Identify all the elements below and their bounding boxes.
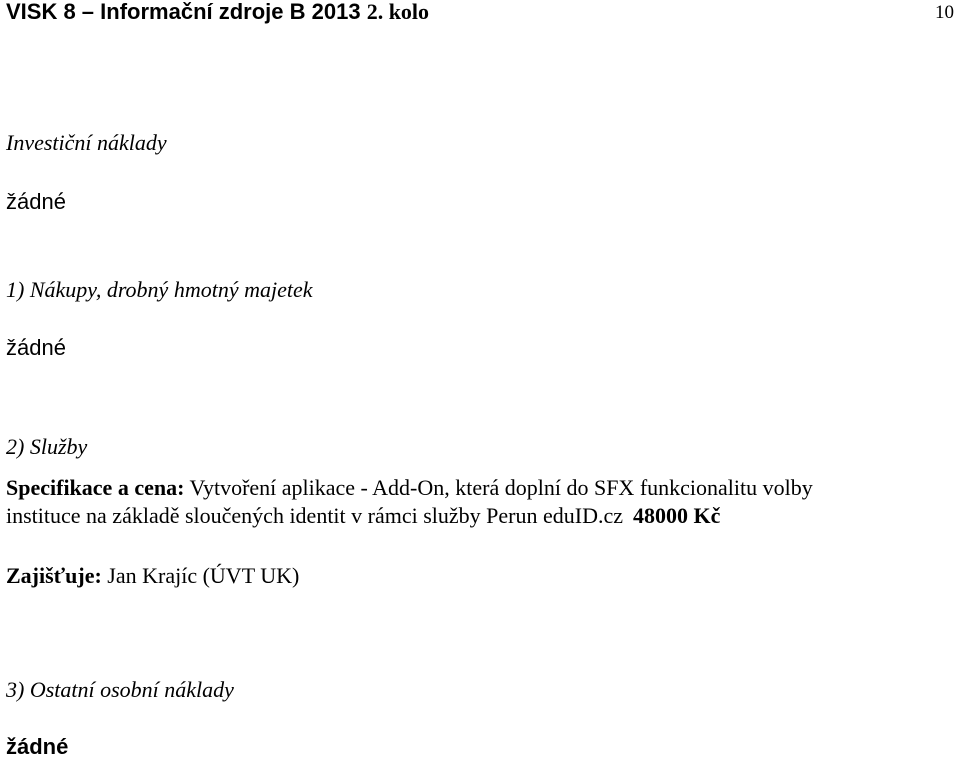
header-title-suffix: 2. kolo (366, 0, 430, 24)
spec-text-line-2: instituce na základě sloučených identit v rámci služby Perun eduID.cz (6, 503, 624, 528)
page-header-title (6, 0, 429, 25)
services-spec-line-2 (6, 503, 720, 529)
service-price: 48000 Kč (633, 503, 721, 528)
other-personal-value: žádné (6, 734, 69, 759)
heading-purchases: 1) Nákupy, drobný hmotný majetek (6, 277, 313, 302)
investment-value: žádné (6, 189, 66, 214)
header-title-prefix: VISK 8 – Informační zdroje B 2013 (6, 0, 367, 24)
spec-label: Specifikace a cena: (6, 475, 185, 500)
page-number: 10 (935, 2, 954, 23)
heading-investment: Investiční náklady (6, 130, 167, 155)
heading-other-personal: 3) Ostatní osobní náklady (6, 677, 234, 702)
heading-services: 2) Služby (6, 434, 88, 459)
services-spec-line-1 (6, 475, 813, 501)
provider-value: Jan Krajíc (ÚVT UK) (101, 563, 300, 588)
spec-text-line-1: Vytvoření aplikace - Add-On, která doplní do SFX funkcionalitu volby (184, 475, 813, 500)
services-provider (6, 563, 299, 589)
purchases-value: žádné (6, 335, 66, 360)
provider-label: Zajišťuje: (6, 563, 102, 588)
